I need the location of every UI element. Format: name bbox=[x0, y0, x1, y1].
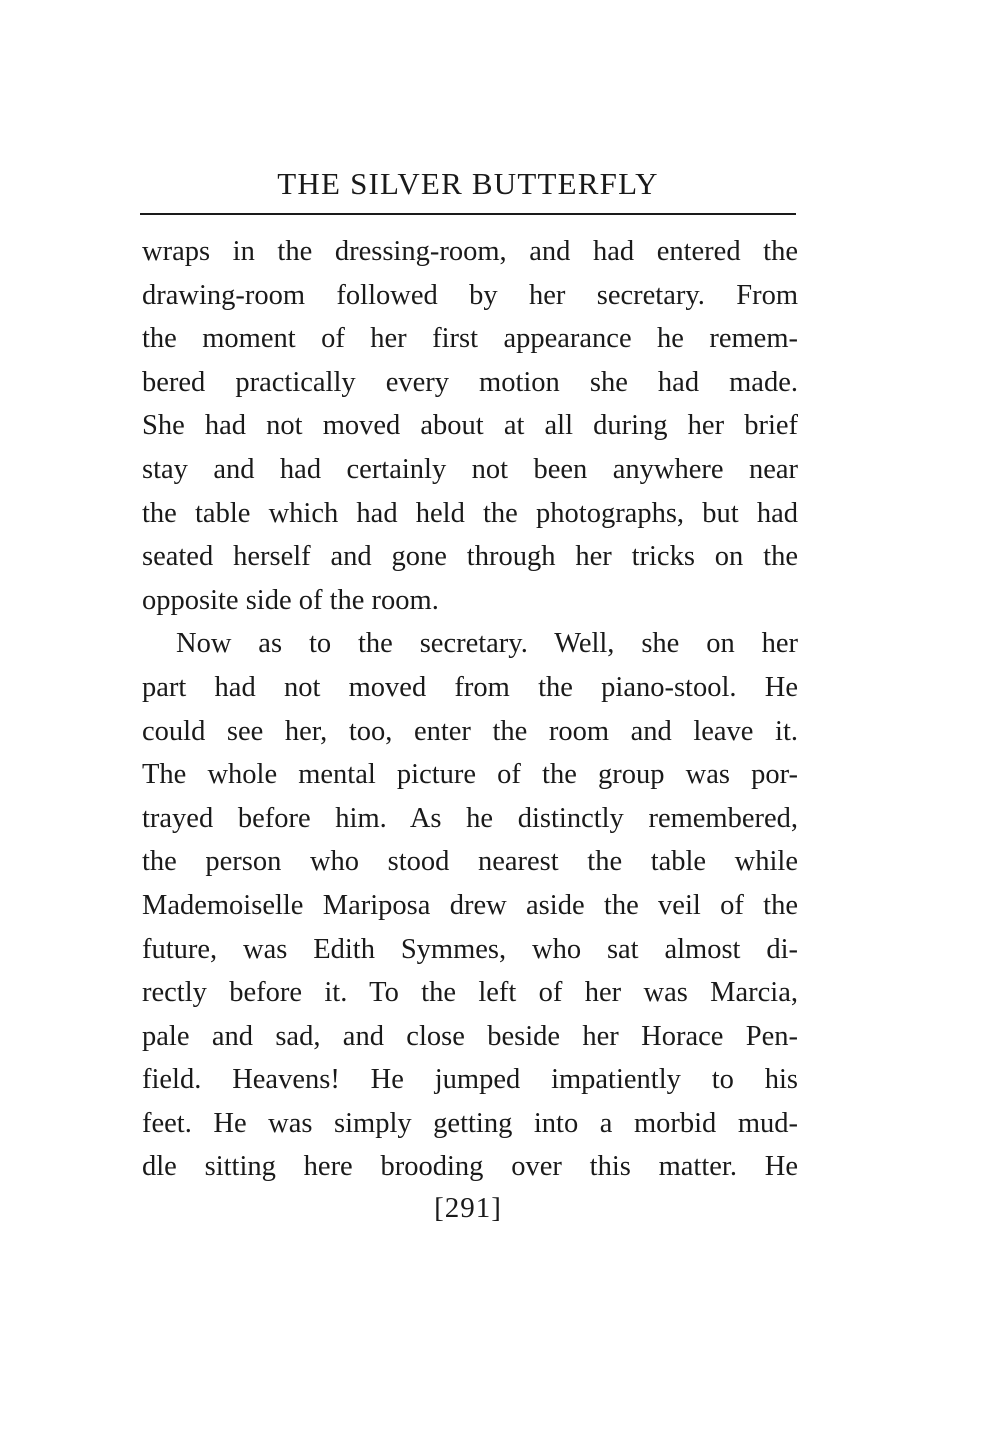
paragraph bbox=[142, 230, 798, 622]
text-line: could see her, too, enter the room and leave it. bbox=[142, 715, 798, 747]
text-line: dle sitting here brooding over this matter. He bbox=[142, 1151, 798, 1183]
text-line: wraps in the dressing-room, and had entered the bbox=[142, 236, 798, 267]
running-head: THE SILVER BUTTERFLY bbox=[277, 166, 659, 201]
text-line: The whole mental picture of the group was por- bbox=[142, 759, 798, 791]
body-text bbox=[142, 230, 798, 1189]
text-line: stay and had certainly not been anywhere near bbox=[142, 453, 798, 485]
text-line: the table which had held the photographs, but had bbox=[142, 497, 798, 529]
text-line: Mademoiselle Mariposa drew aside the veil of the bbox=[142, 889, 798, 921]
text-line: She had not moved about at all during her brief bbox=[142, 410, 798, 442]
text-line: drawing-room followed by her secretary. From bbox=[142, 279, 798, 311]
text-line: Now as to the secretary. Well, she on her bbox=[176, 628, 798, 660]
text-line: field. Heavens! He jumped impatiently to his bbox=[142, 1064, 798, 1096]
text-line: rectly before it. To the left of her was Marcia, bbox=[142, 977, 798, 1009]
text-line: seated herself and gone through her tricks on the bbox=[142, 541, 798, 573]
text-line: trayed before him. As he distinctly remembered, bbox=[142, 802, 798, 834]
text-line: the moment of her first appearance he remem- bbox=[142, 323, 798, 355]
text-line: feet. He was simply getting into a morbid mud- bbox=[142, 1107, 798, 1139]
text-line: bered practically every motion she had made. bbox=[142, 366, 798, 398]
text-line: future, was Edith Symmes, who sat almost di- bbox=[142, 933, 798, 965]
paragraph bbox=[142, 622, 798, 1189]
text-line: part had not moved from the piano-stool. He bbox=[142, 671, 798, 703]
text-line: pale and sad, and close beside her Horace Pen- bbox=[142, 1020, 798, 1052]
text-line: the person who stood nearest the table while bbox=[142, 846, 798, 878]
text-line: opposite side of the room. bbox=[142, 584, 439, 616]
header-rule bbox=[140, 213, 796, 215]
page-number: [291] bbox=[434, 1192, 502, 1224]
